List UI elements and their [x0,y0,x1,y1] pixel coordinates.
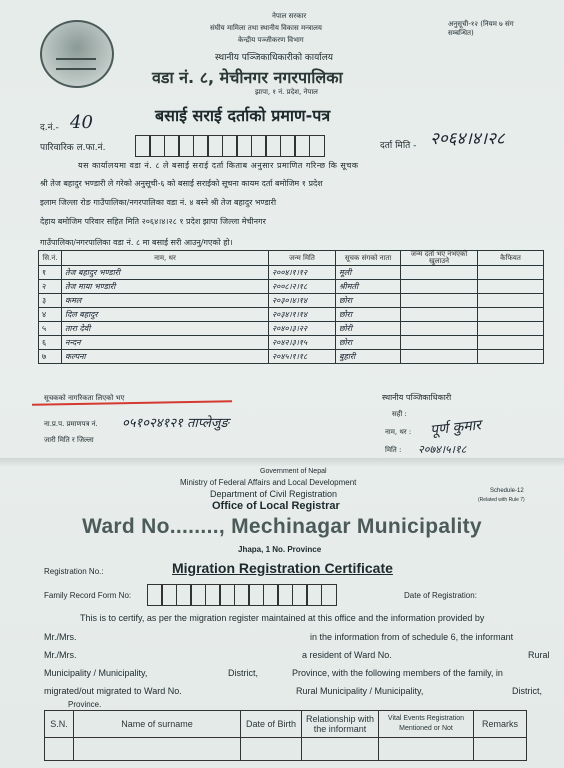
table-row [39,294,544,308]
row-remarks [478,266,544,280]
ministry-line: संघीय मामिला तथा स्थानीय विकास मन्त्रालय [210,24,322,32]
row-remarks [478,350,544,364]
row-sn: ६ [39,336,62,350]
schedule-rule-en: (Related with Rule 7) [478,497,525,503]
officer-signature: पूर्ण कुमार [429,417,482,439]
row-name: तेज माया भण्डारी [62,280,269,294]
officer-date: २०७४।५।१८ [418,443,467,456]
col-birth-reg: जन्म दर्ता भए नभएको खुलाउने [401,251,478,266]
row-rel: श्रीमती [336,280,401,294]
row-remarks [478,280,544,294]
reg-no-value: 40 [70,112,93,133]
family-record-boxes [136,135,325,157]
date-label: दर्ता मिति - [380,141,417,151]
body-line-3: इलाम जिल्ला रोङ गाउँपालिका/नगरपालिका वडा नं. ४ बस्ने श्री तेज बहादुर भण्डारी [40,198,277,207]
para-line-4a: Municipality / Municipality, [44,668,148,678]
row-dob: २०३४।१।१४ [269,308,336,322]
officer-name-label: नाम, थर : [385,428,412,436]
row-name: तारा देवी [62,322,269,336]
row-dob: २००४।१।१२ [269,266,336,280]
row-remarks [478,322,544,336]
row-name: दिल बहादुर [62,308,269,322]
col-name-en: Name of surname [74,711,241,738]
row-rel: छोरा [336,308,401,322]
np-family-table [38,250,544,364]
row-rel: छोरी [336,322,401,336]
table-row [39,350,544,364]
gov-line: नेपाल सरकार [272,12,307,20]
row-dob: २०३०।४।१४ [269,294,336,308]
col-dob: जन्म मिति [269,251,336,266]
col-sn-en: S.N. [45,711,74,738]
body-line-5: गाउँपालिका/नगरपालिका वडा नं. ८ मा बसाई सरी आउनु/गएको हो। [40,238,233,247]
family-boxes-en [148,584,337,606]
row-rel: छोरा [336,336,401,350]
nepal-emblem-icon [40,20,114,88]
ministry-en: Ministry of Federal Affairs and Local Development [180,478,357,487]
row-name: नन्दन [62,336,269,350]
dept-en: Department of Civil Registration [210,489,338,499]
certificate-title-np: बसाई सराई दर्ताको प्रमाण-पत्र [155,106,331,125]
address-en: Jhapa, 1 No. Province [238,545,322,554]
informant-citizenship-label: सूचकको नागरिकता लिएको भए [44,394,125,402]
date-reg-label-en: Date of Registration: [404,591,477,600]
row-sn: १ [39,266,62,280]
para-line-5b: Rural Municipality / Municipality, [296,686,424,696]
para-line-1: This is to certify, as per the migration register maintained at this office and the information provided by [80,613,485,623]
row-rel: मूली [336,266,401,280]
col-name: नाम, थर [62,251,269,266]
row-dob: २०४०।३।२२ [269,322,336,336]
family-record-label: पारिवारिक ल.फा.नं. [40,143,106,153]
office-line: स्थानीय पञ्जिकाधिकारीको कार्यालय [215,53,334,63]
row-sn: ५ [39,322,62,336]
row-dob: २००८।२।१८ [269,280,336,294]
family-label-en: Family Record Form No: [44,591,132,600]
body-line-4: देहाय बमोजिम परिवार सहित मिति २०६४।४।२८ १ प्रदेश झापा जिल्ला मेचीनगर [40,217,266,226]
col-relation: सूचक संगको नाता [336,251,401,266]
col-vital-en: Vital Events Registration Mentioned or Not [379,711,474,738]
schedule-en: Schedule-12 [490,488,524,494]
row-birth-reg [401,280,478,294]
table-row [39,308,544,322]
row-remarks [478,308,544,322]
table-row [45,738,527,761]
para-line-5c: District, [512,686,542,696]
dept-line: केन्द्रीय पञ्जीकरण विभाग [238,36,304,44]
row-sn: ३ [39,294,62,308]
row-name: कमल [62,294,269,308]
cert-title-en: Migration Registration Certificate [172,560,393,576]
para-line-4c: Province, with the following members of the family, in [292,668,503,678]
row-dob: २०४५।१।१८ [269,350,336,364]
officer-title: स्थानीय पञ्जिकाधिकारी [382,393,452,402]
row-remarks [478,294,544,308]
col-dob-en: Date of Birth [241,711,302,738]
para-line-3b: a resident of Ward No. [302,650,392,660]
officer-date-label: मिति : [385,446,402,454]
col-sn: सि.नं. [39,251,62,266]
col-remarks: कैफियत [478,251,544,266]
row-dob: २०४२।३।१५ [269,336,336,350]
para-line-3c: Rural [528,650,550,660]
para-line-6: Province. [68,700,102,709]
col-remarks-en: Remarks [474,711,527,738]
address-line: झापा, १ नं. प्रदेश, नेपाल [255,88,318,96]
para-line-2a: Mr./Mrs. [44,632,77,642]
row-remarks [478,336,544,350]
para-line-3a: Mr./Mrs. [44,650,77,660]
en-family-table [44,710,527,761]
table-row [39,280,544,294]
schedule-ref: अनुसूची-१२ (नियम ७ संग सम्बन्धित) [448,20,514,37]
table-row [39,336,544,350]
row-sn: ७ [39,350,62,364]
row-name: कल्पना [62,350,269,364]
row-name: तेज बहादुर भण्डारी [62,266,269,280]
section-divider [0,458,564,466]
table-header-row [45,711,527,738]
reg-no-label: द.नं.- [40,123,59,133]
row-rel: बुहारी [336,350,401,364]
row-birth-reg [401,322,478,336]
ward-heading: वडा नं. ८, मेचीनगर नगरपालिका [152,68,343,87]
row-sn: २ [39,280,62,294]
office-en: Office of Local Registrar [212,500,340,512]
table-row [39,322,544,336]
ward-title-en: Ward No........, Mechinagar Municipality [82,515,482,538]
date-value: २०६४।४।२८ [430,129,505,149]
row-birth-reg [401,350,478,364]
para-line-5a: migrated/out migrated to Ward No. [44,686,182,696]
para-line-2b: in the information from of schedule 6, the informant [310,632,514,642]
row-sn: ४ [39,308,62,322]
body-line-2: श्री तेज बहादुर भण्डारी ले गरेको अनुसूची-६ को बसाई सराईको सूचना कायम दर्ता बमोजिम १ प्रदेश [40,179,323,188]
row-birth-reg [401,266,478,280]
table-header-row [39,251,544,266]
body-line-1: यस कार्यालयमा वडा नं. ८ ले बसाई सराई दर्ता किताब अनुसार प्रमाणित गरिन्छ कि सूचक [78,161,359,170]
row-birth-reg [401,308,478,322]
table-row [39,266,544,280]
reg-no-label-en: Registration No.: [44,567,104,576]
row-birth-reg [401,294,478,308]
col-relation-en: Relationship with the informant [302,711,379,738]
gov-en: Government of Nepal [260,468,327,475]
issued-label: जारी मिति र जिल्ला [44,436,94,444]
row-birth-reg [401,336,478,350]
citizenship-value: ०५१०२४१२१ ताप्लेजुङ [122,416,229,431]
row-rel: छोरा [336,294,401,308]
citizenship-label: ना.प्र.प. प्रमाणपत्र नं. [44,420,98,428]
para-line-4b: District, [228,668,258,678]
sign-label: सही : [392,410,407,418]
